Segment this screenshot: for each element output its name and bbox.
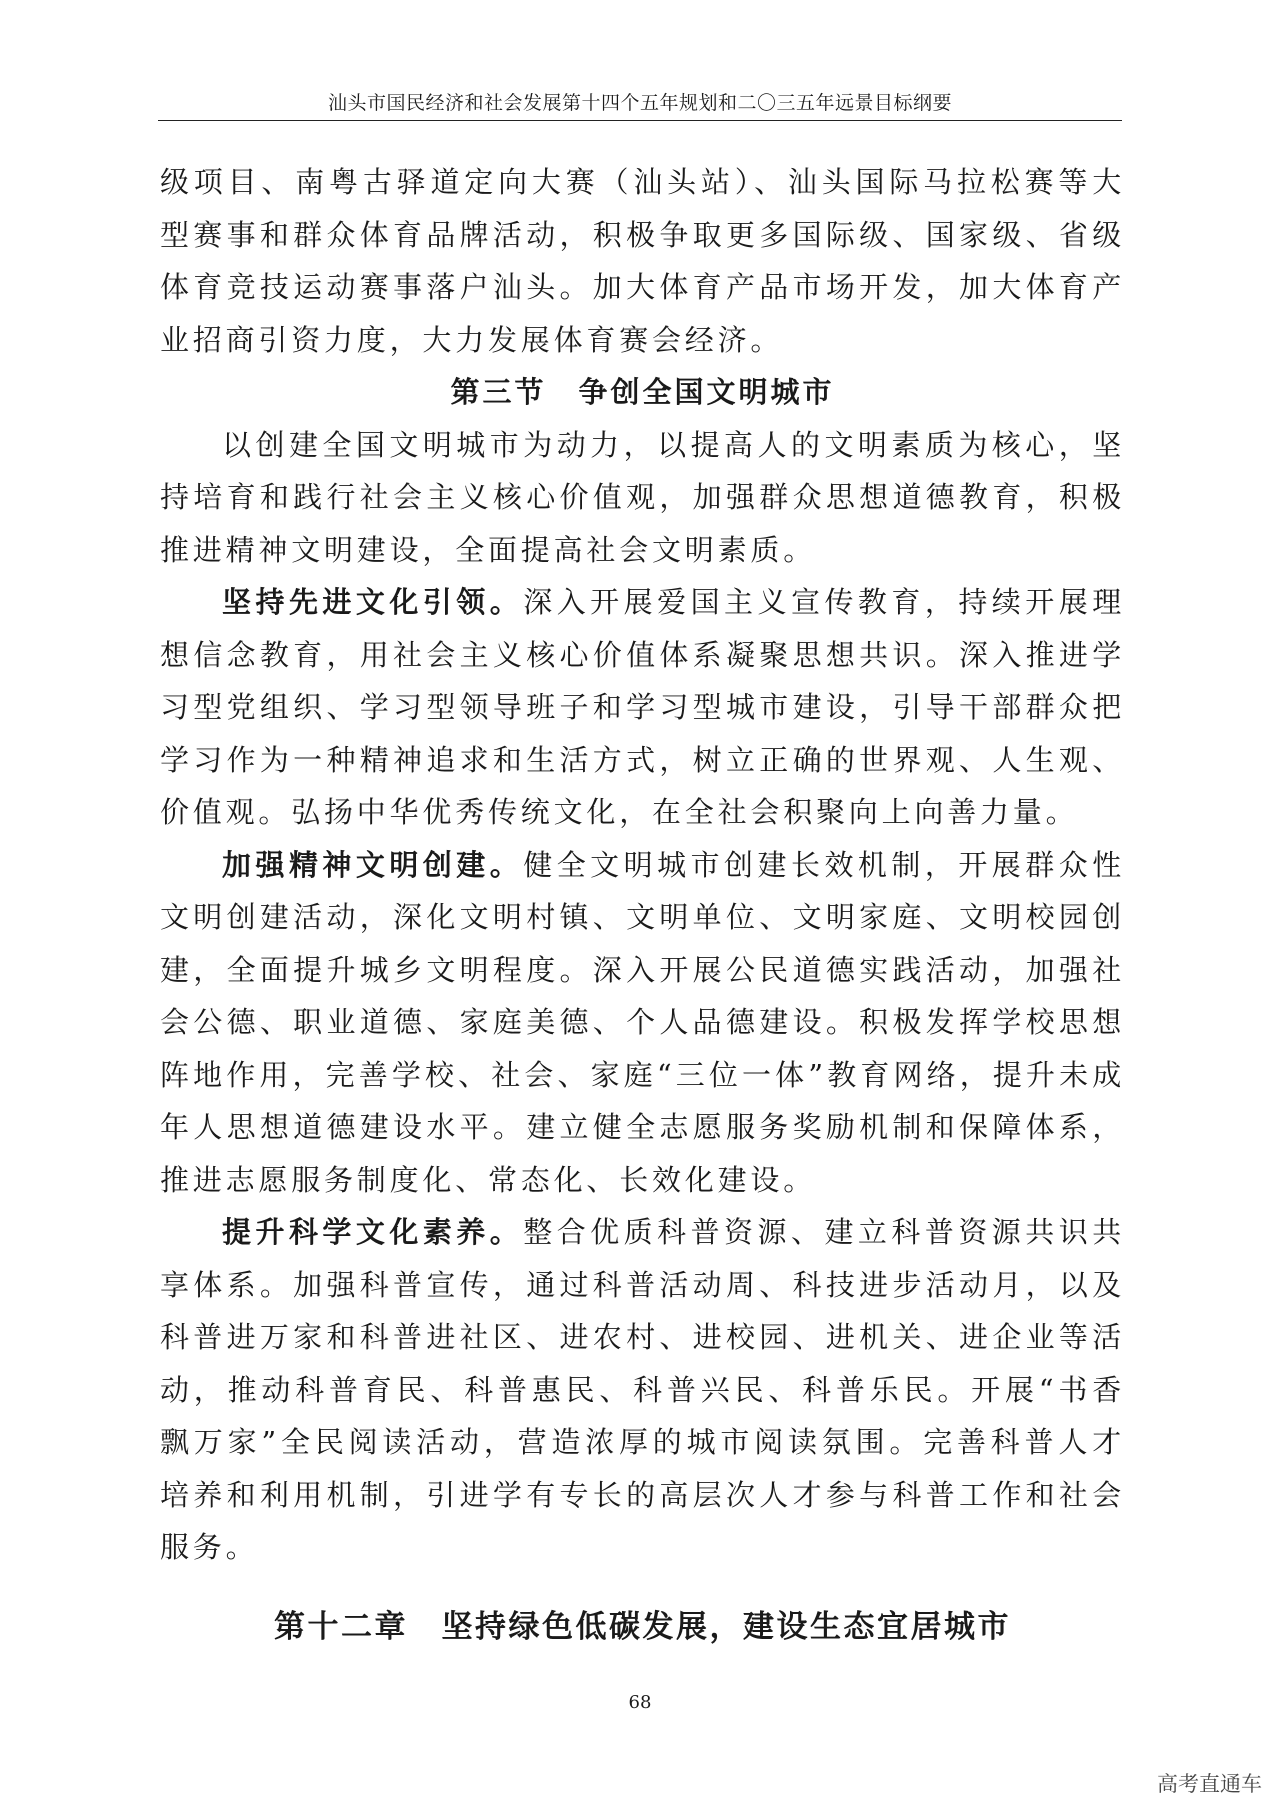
paragraph-text: 深入开展爱国主义宣传教育，持续开展理想信念教育，用社会主义核心价值体系凝聚思想共识。深入推进学习型党组织、学习型领导班子和学习型城市建设，引导干部群众把学习作为一种精神追求和生活方式，树立正确的世界观、人生观、价值观。弘扬中华优秀传统文化，在全社会积聚向上向善力量。 — [160, 585, 1126, 829]
paragraph-text: 整合优质科普资源、建立科普资源共识共享体系。加强科普宣传，通过科普活动周、科技进步活动月，以及科普进万家和科普进社区、进农村、进校园、进机关、进企业等活动，推动科普育民、科普惠民、科普兴民、科普乐民。开展“书香飘万家”全民阅读活动，营造浓厚的城市阅读氛围。完善科普人才培养和利用机制，引进学有专长的高层次人才参与科普工作和社会服务。 — [160, 1215, 1126, 1564]
paragraph-sports-events: 级项目、南粤古驿道定向大赛（汕头站）、汕头国际马拉松赛等大型赛事和群众体育品牌活动，积极争取更多国际级、国家级、省级体育竞技运动赛事落户汕头。加大体育产品市场开发，加大体育产业招商引资力度，大力发展体育赛会经济。 — [160, 165, 1125, 357]
paragraph-lead: 坚持先进文化引领。 — [222, 585, 524, 619]
document-body — [160, 156, 1125, 1654]
paragraph-lead: 加强精神文明创建。 — [222, 847, 524, 882]
paragraph-civilized-city-intro: 以创建全国文明城市为动力，以提高人的文明素质为核心，坚持培育和践行社会主义核心价值观，加强群众思想道德教育，积极推进精神文明建设，全面提高社会文明素质。 — [160, 427, 1125, 567]
watermark-text: 高考直通车 — [1157, 1772, 1262, 1796]
paragraph-advanced-culture — [160, 576, 1125, 839]
chapter-title: 第十二章 坚持绿色低碳发展，建设生态宜居城市 — [274, 1608, 1011, 1645]
paragraph-spiritual-civilization — [160, 839, 1125, 1207]
page-number: 68 — [628, 1692, 652, 1713]
paragraph-science-literacy — [160, 1206, 1125, 1574]
section-title: 第三节 争创全国文明城市 — [450, 375, 835, 409]
running-header: 汕头市国民经济和社会发展第十四个五年规划和二〇三五年远景目标纲要 — [327, 92, 952, 114]
header-rule — [158, 120, 1122, 121]
paragraph-lead: 提升科学文化素养。 — [222, 1215, 524, 1249]
paragraph-text: 健全文明城市创建长效机制，开展群众性文明创建活动，深化文明村镇、文明单位、文明家庭、文明校园创建，全面提升城乡文明程度。深入开展公民道德实践活动，加强社会公德、职业道德、家庭美德、个人品德建设。积极发挥学校思想阵地作用，完善学校、社会、家庭“三位一体”教育网络，提升未成年人思想道德建设水平。建立健全志愿服务奖励机制和保障体系，推进志愿服务制度化、常态化、长效化建设。 — [160, 847, 1126, 1197]
